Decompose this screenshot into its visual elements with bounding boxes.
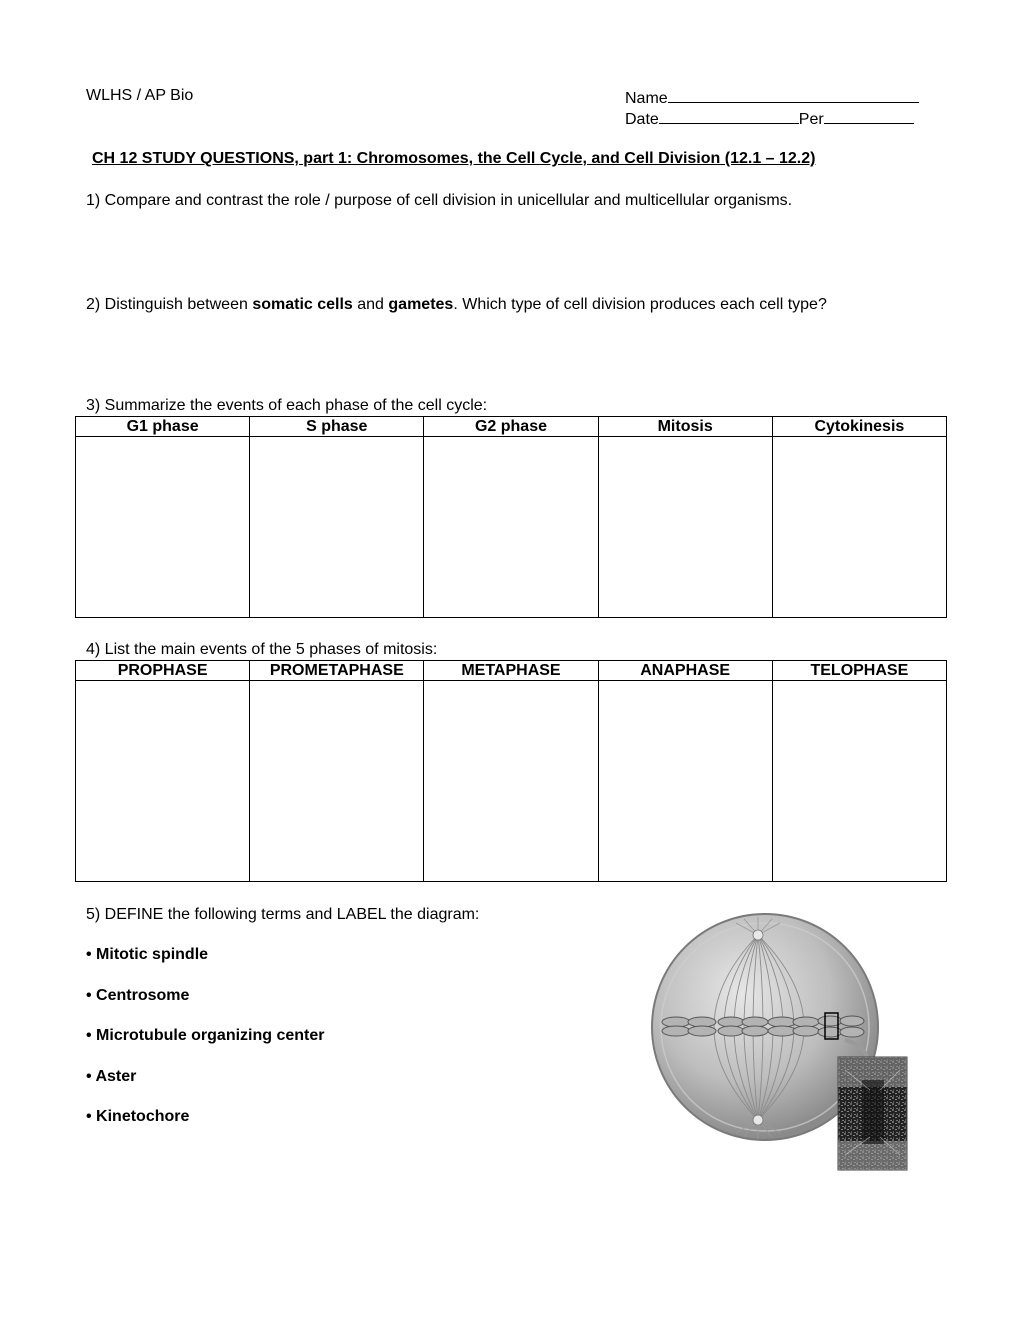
q2-prefix: 2) Distinguish between: [86, 296, 253, 313]
question-4: 4) List the main events of the 5 phases of mitosis:: [86, 641, 438, 658]
answer-cell-cytokinesis[interactable]: [772, 437, 946, 618]
term-kinetochore: • Kinetochore: [86, 1108, 190, 1125]
question-5: 5) DEFINE the following terms and LABEL the diagram:: [86, 906, 480, 923]
answer-cell-g1[interactable]: [76, 437, 250, 618]
col-g1: G1 phase: [76, 417, 250, 437]
course-label: WLHS / AP Bio: [86, 87, 194, 104]
answer-cell-telophase[interactable]: [772, 681, 946, 882]
q2-term-gametes: gametes: [388, 296, 454, 313]
answer-cell-anaphase[interactable]: [598, 681, 772, 882]
col-anaphase: ANAPHASE: [598, 661, 772, 681]
col-metaphase: METAPHASE: [424, 661, 598, 681]
q2-suffix: . Which type of cell division produces each cell type?: [453, 296, 827, 313]
col-s: S phase: [250, 417, 424, 437]
cell-cycle-header-row: [76, 417, 947, 437]
col-telophase: TELOPHASE: [772, 661, 946, 681]
date-label: Date: [625, 111, 659, 128]
name-blank[interactable]: [668, 87, 919, 103]
q2-mid: and: [352, 296, 389, 313]
date-blank[interactable]: [659, 108, 799, 124]
question-1: 1) Compare and contrast the role / purpose of cell division in unicellular and multicellular organisms.: [86, 192, 793, 209]
answer-cell-g2[interactable]: [424, 437, 598, 618]
term-mitotic-spindle: • Mitotic spindle: [86, 946, 209, 963]
term-centrosome: • Centrosome: [86, 987, 190, 1004]
col-prometaphase: PROMETAPHASE: [250, 661, 424, 681]
col-mitosis: Mitosis: [598, 417, 772, 437]
answer-cell-prophase[interactable]: [76, 681, 250, 882]
term-mtoc: • Microtubule organizing center: [86, 1027, 325, 1044]
term-aster: • Aster: [86, 1068, 137, 1085]
cell-cycle-answer-row: [76, 437, 947, 618]
answer-cell-metaphase[interactable]: [424, 681, 598, 882]
question-3: 3) Summarize the events of each phase of the cell cycle:: [86, 397, 488, 414]
per-label: Per: [798, 111, 824, 128]
cell-cycle-table: [75, 416, 947, 618]
q2-term-somatic: somatic cells: [252, 296, 353, 313]
mitosis-answer-row: [76, 681, 947, 882]
answer-cell-s[interactable]: [250, 437, 424, 618]
per-blank[interactable]: [824, 108, 914, 124]
mitotic-spindle-diagram: [640, 905, 920, 1180]
col-prophase: PROPHASE: [76, 661, 250, 681]
kinetochore-micrograph: [838, 1057, 907, 1170]
name-label: Name: [625, 90, 668, 107]
worksheet-title: CH 12 STUDY QUESTIONS, part 1: Chromosomes, the Cell Cycle, and Cell Division (12.1 – 12.2): [92, 150, 816, 167]
question-2: [86, 296, 827, 314]
answer-cell-prometaphase[interactable]: [250, 681, 424, 882]
date-per-line[interactable]: [625, 108, 914, 129]
col-cytokinesis: Cytokinesis: [772, 417, 946, 437]
answer-cell-mitosis[interactable]: [598, 437, 772, 618]
mitosis-table: [75, 660, 947, 882]
mitosis-header-row: [76, 661, 947, 681]
col-g2: G2 phase: [424, 417, 598, 437]
name-line[interactable]: [625, 87, 919, 108]
